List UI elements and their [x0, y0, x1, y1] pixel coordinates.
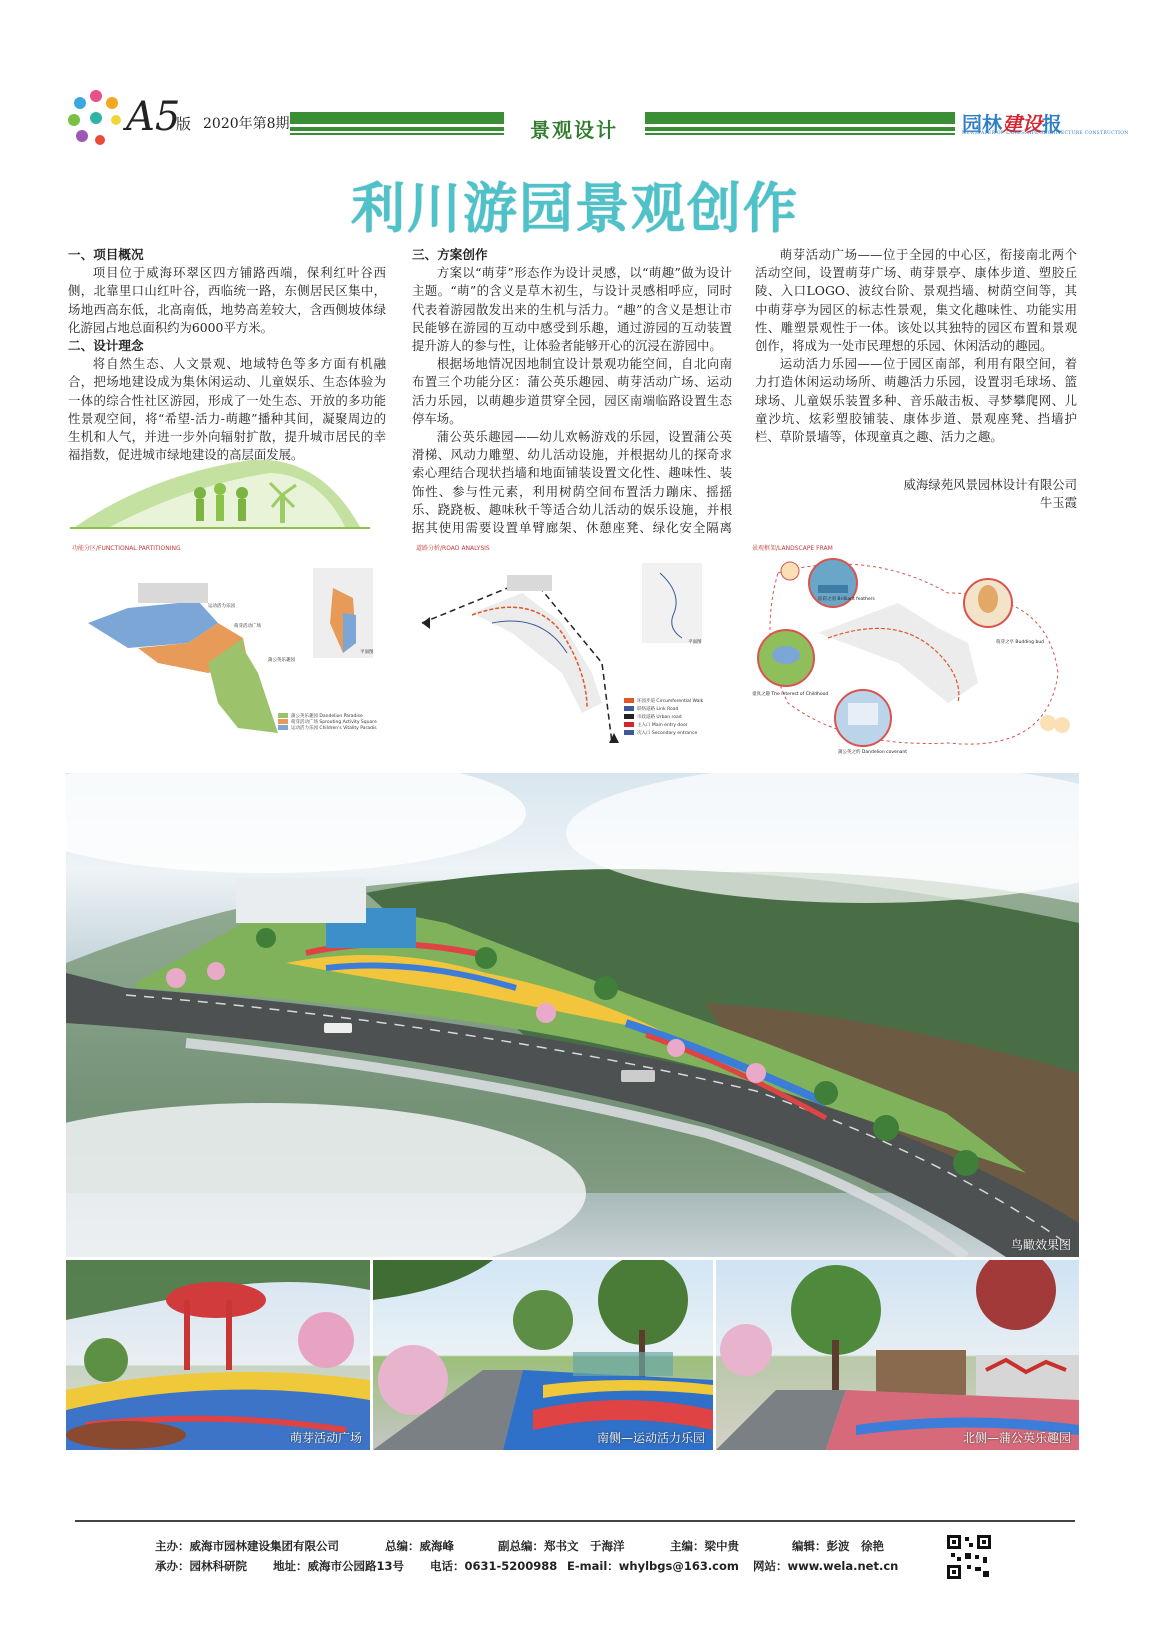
article-column-3: [755, 246, 1077, 513]
children-silhouette-graphic: [70, 455, 370, 533]
paragraph: 蒲公英乐趣园——幼儿欢畅游戏的乐园，设置蒲公英滑梯、风动力雕塑、幼儿活动设施，并根据幼儿的探奇求索心理结合现状挡墙和地面铺装设置文化性、趣味性、装饰性、参与性元素，利用树荫空间布置活力蹦床、摇摇乐、跷跷板、趣味秋千等适合幼儿活动的娱乐设施，并根据其使用需要设置单臂廊架、休憩座凳、绿化安全隔离: [412, 429, 732, 536]
functional-partition-diagram: [68, 543, 388, 753]
zone-label: 蒲公英乐趣园: [268, 658, 295, 663]
qr-code-icon[interactable]: [945, 1533, 993, 1581]
landscape-map: [748, 553, 1078, 758]
paragraph: 萌芽活动广场——位于全园的中心区，衔接南北两个活动空间，设置萌芽广场、萌芽景亭、康体步道、塑胶丘陵、入口LOGO、波纹台阶、景观挡墙、树荫空间等，其中萌芽亭为园区的标志性景观，集文化趣味性、功能实用性、雕塑景观性于一体。该处以其独特的园区布置和景观创作，将成为一处市民理想的乐园、休闲活动的趣园。: [755, 247, 1077, 354]
paper-english-name: NEWSPAPER OF LANDSCAPE ARCHITECTURE CONSTRUCTION: [962, 131, 1129, 136]
legend-item: 主入口 Main entry door: [624, 722, 703, 730]
rendering-caption: 南侧—运动活力乐园: [596, 1431, 705, 1445]
article-title: 利川游园景观创作: [351, 177, 799, 240]
framework-label: 童真之趣 The interest of Childhood: [752, 692, 829, 697]
section-heading-design: 三、方案创作: [412, 247, 488, 262]
author-organization: 威海绿苑风景园林设计有限公司: [903, 477, 1077, 493]
footer-chief-editor: 总编：威海峰: [385, 1539, 454, 1553]
legend-item: 联络道路 Link Road: [624, 706, 703, 714]
zone-label: 运动活力乐园: [208, 604, 235, 609]
footer-deputy-editor: 副总编：郑书文 于海洋: [498, 1539, 625, 1553]
footer-organizer: 承办：园林科研院: [155, 1559, 247, 1573]
section-heading-concept: 二、设计理念: [68, 338, 144, 354]
legend-item: 次入口 Secondary entrance: [624, 730, 703, 738]
rendering-caption: 北侧—蒲公英乐趣园: [962, 1431, 1071, 1445]
rendering-sprouting-square: [66, 1260, 370, 1450]
aerial-rendering-graphic: [66, 773, 1079, 1257]
rendering-graphic: [66, 1260, 370, 1450]
rendering-north-dandelion-park: [716, 1260, 1079, 1450]
functional-legend: [278, 713, 377, 731]
legend-item: 运动活力乐园 Children's Vitality Paradis: [278, 725, 377, 731]
paper-name-part-a: 园林: [962, 112, 1002, 136]
road-legend: [624, 698, 703, 738]
zone-label: 萌芽活动广场: [234, 624, 261, 629]
aerial-caption: 鸟瞰效果图: [1010, 1238, 1071, 1252]
masthead: [0, 0, 1150, 160]
page-unit: 版: [176, 115, 192, 133]
road-analysis-diagram: [412, 543, 742, 753]
author-name: 牛玉霞: [1039, 495, 1077, 511]
paragraph: 方案以“萌芽”形态作为设计灵感，以“萌趣”做为设计主题。“萌”的含义是草木初生，与设计灵感相呼应，同时代表着游园散发出来的生机与活力。“趣”的含义是想让市民能够在游园的互动中感受到乐趣，通过游园的互动装置提升游人的参与性，让体验者能够开心的沉浸在游园中。: [412, 265, 732, 354]
footer-email: E-mail：whylbgs@163.com: [567, 1559, 739, 1573]
diagram-title: 道路分析/ROAD ANALYSIS: [416, 545, 490, 552]
legend-item: 蒲公英乐趣园 Dandelion Paradise: [278, 713, 377, 719]
rendering-graphic: [373, 1260, 713, 1450]
article-column-1: [68, 246, 386, 464]
paper-name-part-c: 报: [1042, 112, 1062, 136]
framework-label: 炫彩之羽 Brilliant feathers: [818, 597, 875, 602]
rendering-caption: 萌芽活动广场: [289, 1431, 362, 1445]
masthead-rule-right: [645, 112, 955, 138]
framework-label: 蒲公英之约 Dandelion covenant: [838, 750, 908, 755]
paragraph: 将自然生态、人文景观、地域特色等多方面有机融合，把场地建设成为集休闲运动、儿童娱乐、生态体验为一体的综合性社区游园，形成了一处生态、开放的多功能性景观空间，将“希望-活力-萌趣”播种其间，凝聚周边的生机和人气，并进一步外向辐射扩散，提升城市居民的幸福指数，促进城市绿地建设的高层面发展。: [68, 356, 386, 463]
aerial-rendering: [66, 773, 1079, 1257]
footer-phone: 电话：0631-5200988: [430, 1559, 558, 1573]
plan-label: 平面图: [360, 650, 374, 655]
diagram-title: 景观框架/LANDSCAPE FRAM: [752, 545, 833, 552]
framework-label: 萌芽之亭 Budding bud: [996, 640, 1045, 645]
paper-name-part-b: 建设: [1002, 112, 1042, 136]
masthead-rule-left: [290, 112, 504, 138]
newspaper-logo-icon: [66, 88, 126, 148]
landscape-framework-diagram: [748, 543, 1078, 758]
rendering-graphic: [716, 1260, 1079, 1450]
legend-item: 萌芽活动广场 Sprouting Activity Square: [278, 719, 377, 725]
paragraph: 项目位于威海环翠区四方铺路西端，保利红叶谷西侧，北靠里口山红叶谷，西临统一路，东侧居民区集中，场地西高东低，北高南低，地势高差较大，含西侧坡体绿化游园占地总面积约为6000平方米。: [68, 265, 386, 335]
paragraph: 根据场地情况因地制宜设计景观功能空间，自北向南布置三个功能分区：蒲公英乐趣园、萌芽活动广场、运动活力乐园，以萌趣步道贯穿全园，园区南端临路设置生态停车场。: [412, 356, 732, 426]
article-column-2: [412, 246, 732, 537]
issue-number: 2020年第8期: [203, 116, 290, 132]
page-number: A5: [126, 94, 181, 140]
rendering-south-sports-park: [373, 1260, 713, 1450]
footer-host: 主办：威海市园林建设集团有限公司: [155, 1539, 339, 1553]
footer-website: 网站：www.wela.net.cn: [753, 1559, 899, 1573]
section-heading-overview: 一、项目概况: [68, 247, 144, 262]
legend-item: 环园步道 Circumferential Walk: [624, 698, 703, 706]
author-signature: [755, 476, 1077, 512]
footer-divider: [75, 1520, 1075, 1522]
plan-label: 平面图: [688, 640, 702, 645]
diagram-title: 功能分区/FUNCTIONAL PARTITIONING: [72, 545, 181, 552]
legend-item: 市政道路 Urban road: [624, 714, 703, 722]
footer-editors: 编辑：彭波 徐艳: [792, 1539, 884, 1553]
footer-address: 地址：威海市公园路13号: [273, 1559, 405, 1573]
paragraph: 运动活力乐园——位于园区南部，利用有限空间，着力打造休闲运动场所、萌趣活力乐园，设置羽毛球场、篮球场、儿童娱乐装置多种、音乐敲击板、寻梦攀爬网、儿童沙坑、炫彩塑胶铺装、康体步道、景观座凳、挡墙护栏、草阶景墙等，体现童真之趣、活力之趣。: [755, 356, 1077, 445]
footer-editor-in-charge: 主编：梁中贵: [670, 1539, 739, 1553]
section-title: 景观设计: [530, 118, 618, 142]
